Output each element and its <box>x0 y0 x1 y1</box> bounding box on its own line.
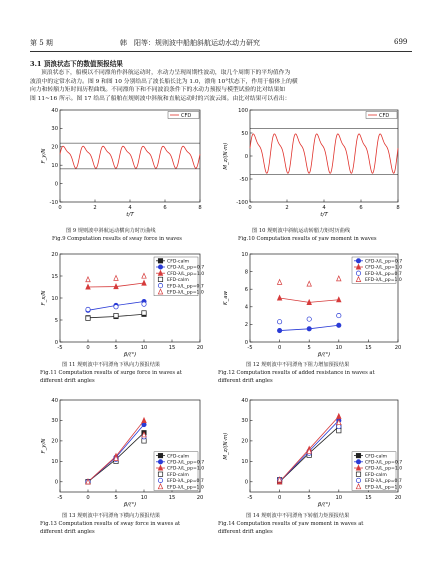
fig10-ytick-label: 0 <box>244 153 248 160</box>
header-rule <box>30 51 412 52</box>
fig14-legend-label: CFD-λ/L_pp=0.7 <box>365 460 403 466</box>
fig11-data-point <box>142 273 146 278</box>
body-paragraph <box>30 69 412 103</box>
fig12-ytick-label: 8 <box>244 269 248 276</box>
fig10-ytick-label: 50 <box>241 130 248 137</box>
fig11-legend-marker <box>158 259 162 263</box>
fig12-xtick-label: 20 <box>394 345 402 351</box>
para-line-3: 向力和转艏力矩时间历程曲线。不同漂角下和不同波浪条件下的水动力预报与模型试验的比对结果如 <box>30 87 286 94</box>
fig12-xtick-label: 10 <box>335 345 343 351</box>
fig9-caption-cn: 图 9 规则波中斜航运动横向力时历曲线 <box>66 228 156 234</box>
fig11-legend-label: EFD-calm <box>167 278 189 284</box>
fig14-xlabel: β/(°) <box>317 502 331 508</box>
fig14-legend-label: EFD-λ/L_pp=0.7 <box>365 479 402 485</box>
fig14-ytick-label: 20 <box>241 438 248 445</box>
fig11-ytick-label: 20 <box>51 251 58 258</box>
fig12-caption-cn: 图 12 规则波中不同漂角下阻力增加预报结果 <box>246 362 350 368</box>
para-line-2: 波浪中的定常水动力。图 9 和图 10 分别给出了波长船长比为 1.0，漂角 10°状态下，作用于船体上的横 <box>30 78 298 85</box>
fig13-legend-marker <box>158 460 162 464</box>
section-title: 3.1 顶浪状态下的数值预报结果 <box>30 60 123 68</box>
fig11-caption-en-2: different drift angles <box>40 378 95 384</box>
fig11-data-point <box>114 305 118 309</box>
fig14-ytick-label: 10 <box>241 459 248 466</box>
running-title: 韩 阳等：规则波中船舶斜航运动水动力研究 <box>120 39 260 47</box>
fig9-xlabel: t/T <box>126 212 134 218</box>
fig11-data-point <box>142 302 146 306</box>
fig14-caption-en-1: Fig.14 Computation results of yaw moment in waves at <box>218 521 364 527</box>
fig11-xtick-label: 20 <box>196 345 204 351</box>
fig12-data-point <box>277 320 281 324</box>
fig13-ytick-label: 20 <box>51 438 58 445</box>
fig13-legend-label: EFD-calm <box>167 472 189 478</box>
fig11-caption-cn: 图 11 规则波中不同漂角下纵向力预报结果 <box>62 362 161 368</box>
fig11-legend-label: CFD-λ/L_pp=1.0 <box>167 271 205 277</box>
fig9-plot-frame <box>60 110 200 202</box>
fig12-caption-en-2: different drift angles <box>218 378 273 384</box>
fig14-legend-label: CFD-λ/L_pp=1.0 <box>365 466 403 472</box>
fig11-xlabel: β/(°) <box>123 352 137 358</box>
fig10-xtick-label: 4 <box>322 205 326 211</box>
fig14-legend-marker <box>356 478 360 482</box>
page-number: 699 <box>394 38 408 46</box>
fig13-xtick-label: 20 <box>196 495 204 501</box>
fig14-xtick-label: -5 <box>247 495 253 501</box>
fig14-legend-label: CFD-calm <box>365 454 388 460</box>
fig13-caption-en-1: Fig.13 Computation results of sway force in waves at <box>40 521 181 527</box>
fig9-ytick-label: 20 <box>51 144 58 151</box>
fig11-legend-marker <box>158 283 162 287</box>
para-line-1: 顶浪状态下，船模以不同漂角作斜航运动时，水动力呈现周期性波动，取几个周期下的平均值作为 <box>41 70 291 76</box>
fig13-ylabel: F_y/N <box>41 438 47 454</box>
fig9-legend-label: CFD <box>181 112 192 119</box>
fig12-legend-label: CFD-λ/L_pp=1.0 <box>365 265 403 271</box>
fig13-ytick-label: 0 <box>54 479 58 486</box>
fig13-legend-label: EFD-λ/L_pp=0.7 <box>167 479 204 485</box>
fig11-ylabel: F_x/N <box>41 290 47 306</box>
fig11-data-point <box>114 313 118 317</box>
fig14-xtick-label: 10 <box>335 495 343 501</box>
fig10-ytick-label: -50 <box>239 176 248 183</box>
fig10-ylabel: M_z/(N·m) <box>223 142 229 170</box>
fig14-xtick-label: 0 <box>277 495 282 501</box>
fig13-legend-marker <box>158 478 162 482</box>
fig13-xlabel: β/(°) <box>123 502 137 508</box>
figure-11-chart <box>40 248 215 363</box>
figure-9-chart <box>40 104 215 224</box>
fig14-caption-en-2: different drift angles <box>218 529 273 535</box>
fig12-data-point <box>337 276 341 281</box>
fig14-legend-marker <box>356 472 360 476</box>
fig13-legend-label: EFD-λ/L_pp=1.0 <box>167 485 204 491</box>
fig14-ytick-label: 40 <box>241 397 248 404</box>
fig10-series-line <box>250 134 398 173</box>
fig14-caption-cn: 图 14 规则波中不同漂角下转艏力矩预报结果 <box>246 513 350 519</box>
fig14-ytick-label: 0 <box>244 479 248 486</box>
fig10-caption-cn: 图 10 规则波中斜航运动转艏力矩时历曲线 <box>252 228 351 234</box>
fig11-caption-en-1: Fig.11 Computation results of surge force in waves at <box>40 370 182 376</box>
fig13-xtick-label: 5 <box>114 495 118 501</box>
fig9-xtick-label: 8 <box>198 205 202 211</box>
fig14-legend-marker <box>356 453 360 457</box>
journal-issue: 第 5 期 <box>30 39 53 47</box>
fig11-legend-marker <box>158 277 162 281</box>
fig11-xtick-label: 0 <box>86 345 90 351</box>
fig12-xtick-label: 0 <box>277 345 282 351</box>
fig12-data-point <box>337 313 341 317</box>
fig13-ytick-label: 30 <box>51 418 58 425</box>
fig9-caption-en: Fig.9 Computation results of sway force in waves <box>52 236 182 242</box>
figure-12-chart <box>222 248 412 363</box>
figure-10-chart <box>222 104 412 224</box>
fig13-data-point <box>142 418 146 423</box>
fig13-xtick-label: 0 <box>86 495 90 501</box>
fig14-xtick-label: 5 <box>307 495 311 501</box>
fig11-ytick-label: 5 <box>54 317 58 324</box>
fig14-data-point <box>337 414 341 419</box>
fig9-ytick-label: 40 <box>51 107 58 114</box>
fig13-xtick-label: 10 <box>140 495 148 501</box>
fig11-ytick-label: 10 <box>51 295 58 302</box>
fig13-xtick-label: -5 <box>57 495 63 501</box>
fig11-data-point <box>114 276 118 281</box>
fig12-legend-marker <box>356 259 360 263</box>
fig13-legend-label: CFD-λ/L_pp=0.7 <box>167 460 205 466</box>
fig13-legend-label: CFD-λ/L_pp=1.0 <box>167 466 205 472</box>
fig11-legend-label: CFD-calm <box>167 259 190 265</box>
fig12-data-point <box>307 281 311 286</box>
fig10-xtick-label: 2 <box>285 205 289 211</box>
fig12-caption-en-1: Fig.12 Computation results of added resistance in waves at <box>218 370 375 376</box>
fig12-ytick-label: 0 <box>244 339 248 346</box>
fig11-data-point <box>86 277 90 282</box>
fig11-legend-marker <box>158 265 162 269</box>
fig13-ytick-label: 40 <box>51 397 58 404</box>
fig12-legend-label: CFD-λ/L_pp=0.7 <box>365 259 403 265</box>
fig12-data-point <box>277 279 281 284</box>
fig11-data-point <box>142 280 146 285</box>
fig13-series-line <box>88 420 144 481</box>
fig9-xtick-label: 0 <box>58 205 62 211</box>
fig12-data-point <box>307 327 311 331</box>
fig12-ytick-label: 6 <box>244 287 248 293</box>
fig12-legend-label: EFD-λ/L_pp=1.0 <box>365 278 402 284</box>
fig12-xtick-label: 5 <box>307 345 311 351</box>
fig12-ylabel: K_aw <box>223 291 229 305</box>
fig10-xlabel: t/T <box>320 212 328 218</box>
fig9-series-line <box>60 146 200 168</box>
fig9-ytick-label: 30 <box>51 126 58 133</box>
fig14-ylabel: M_z/(N·m) <box>223 432 229 460</box>
fig9-ylabel: F_y/N <box>41 148 47 164</box>
fig14-ytick-label: 30 <box>241 418 248 425</box>
fig11-data-point <box>142 311 146 315</box>
fig9-ytick-label: 10 <box>51 163 58 169</box>
fig14-legend-marker <box>356 460 360 464</box>
fig14-xtick-label: 20 <box>394 495 402 501</box>
fig14-xtick-label: 15 <box>365 495 372 501</box>
fig13-xtick-label: 15 <box>168 495 176 501</box>
fig13-legend-label: CFD-calm <box>167 454 190 460</box>
fig12-ytick-label: 4 <box>244 304 248 311</box>
fig10-xtick-label: 6 <box>359 205 363 211</box>
fig12-legend-marker <box>356 271 360 275</box>
fig12-data-point <box>337 323 341 327</box>
fig11-legend-label: CFD-λ/L_pp=0.7 <box>167 265 205 271</box>
fig9-ytick-label: -10 <box>49 199 58 206</box>
fig11-xtick-label: 15 <box>168 345 176 351</box>
fig9-ytick-label: 0 <box>54 181 58 188</box>
fig11-xtick-label: 5 <box>114 345 118 351</box>
fig14-legend-label: EFD-λ/L_pp=1.0 <box>365 485 402 491</box>
para-line-4: 图 11~16 所示。图 17 给出了船舶在规则波中斜航和直航运动时的兴波云图。由比对结果可以看出： <box>30 95 291 102</box>
fig12-data-point <box>277 328 281 332</box>
fig13-ytick-label: 10 <box>51 459 58 466</box>
fig12-data-point <box>307 317 311 321</box>
fig11-xtick-label: -5 <box>57 345 63 351</box>
figure-14-chart <box>222 394 412 512</box>
fig12-xtick-label: -5 <box>247 345 253 351</box>
fig11-data-point <box>86 316 90 320</box>
fig12-xtick-label: 15 <box>365 345 372 351</box>
fig12-legend-label: EFD-λ/L_pp=0.7 <box>365 271 402 277</box>
fig10-xtick-label: 0 <box>248 205 252 211</box>
fig10-caption-en: Fig.10 Computation results of yaw moment in waves <box>238 236 377 242</box>
fig13-legend-marker <box>158 453 162 457</box>
fig13-legend-marker <box>158 472 162 476</box>
fig11-data-point <box>86 307 90 311</box>
fig11-legend-label: EFD-λ/L_pp=0.7 <box>167 284 204 290</box>
fig13-caption-cn: 图 13 规则波中不同漂角下横向力预报结果 <box>62 513 161 519</box>
fig11-ytick-label: 0 <box>54 339 58 346</box>
fig12-ytick-label: 2 <box>244 322 248 329</box>
fig9-xtick-label: 6 <box>163 205 167 211</box>
figure-13-chart <box>40 394 215 512</box>
fig10-legend-label: CFD <box>379 112 390 119</box>
fig11-ytick-label: 15 <box>51 273 58 280</box>
fig13-caption-en-2: different drift angles <box>40 529 95 535</box>
fig11-legend-label: EFD-λ/L_pp=1.0 <box>167 290 204 296</box>
fig14-legend-label: EFD-calm <box>365 472 387 478</box>
fig9-xtick-label: 4 <box>128 205 132 211</box>
fig12-data-point <box>277 295 281 300</box>
fig10-ytick-label: 100 <box>238 107 248 114</box>
fig10-ytick-label: -100 <box>236 199 248 206</box>
fig11-xtick-label: 10 <box>140 345 148 351</box>
fig9-xtick-label: 2 <box>93 205 97 211</box>
fig10-xtick-label: 8 <box>396 205 400 211</box>
fig12-ytick-label: 10 <box>241 251 248 258</box>
fig12-xlabel: β/(°) <box>317 352 331 358</box>
